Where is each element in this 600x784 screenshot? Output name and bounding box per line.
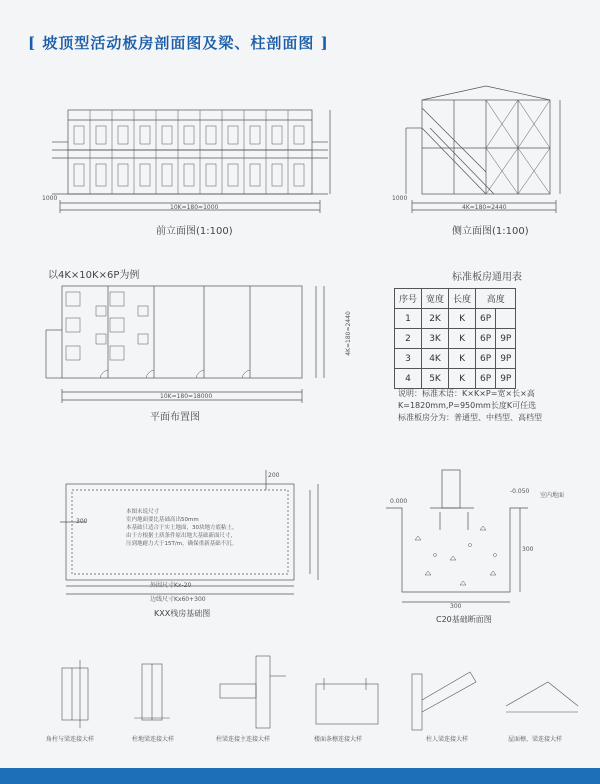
plan-caption: 平面布置图 (150, 412, 200, 423)
table-row (395, 329, 516, 349)
foundation-note-line: 室内地面要比基础高出50mm (126, 517, 199, 523)
note-line: K=1820mm,P=950mm长度K可任选 (398, 401, 537, 410)
table-row (395, 349, 516, 369)
plan-example-label: 以4K×10K×6P为例 (48, 270, 140, 281)
table-cell: 6P (476, 309, 496, 329)
foundation-note-line: 压到地耐力大于15T/m，确保重新基础不沉。 (126, 541, 238, 547)
table-cell: 1 (395, 309, 422, 329)
footer-bar (0, 768, 600, 784)
table-cell: K (449, 349, 476, 369)
c20-dim-width: 300 (450, 603, 462, 610)
table-cell: 4K (422, 349, 449, 369)
table-cell: K (449, 309, 476, 329)
detail-caption: 柱梁连接主连接大样 (216, 736, 271, 743)
side-elevation-drawing (406, 86, 560, 213)
table-cell: 9P (496, 349, 516, 369)
table-cell: 2 (395, 329, 422, 349)
notes (398, 388, 542, 424)
detail-caption: 柱地梁连接大样 (132, 736, 175, 743)
foundation-note-title: 本图未说尺寸 (126, 509, 160, 515)
table-cell: K (449, 369, 476, 389)
c20-dim-height: 300 (522, 546, 534, 553)
table-cell: 9P (496, 369, 516, 389)
front-elevation-caption: 前立面图(1:100) (156, 226, 233, 237)
foundation-notes (126, 508, 238, 548)
table-cell: 6P (476, 369, 496, 389)
plan-drawing (46, 286, 324, 403)
detail-caption: 柱人梁连接大样 (426, 736, 469, 743)
foundation-note-line: 由于方根据土质条件原出地大基础新面尺寸， (126, 533, 237, 539)
table-cell: 6P (476, 349, 496, 369)
table-cell: 9P (496, 329, 516, 349)
note-line: 标准板房分为：普通型、中档型、高档型 (398, 413, 542, 422)
table-cell: 3 (395, 349, 422, 369)
table-header: 长度 (449, 289, 476, 309)
foundation-dim-left: 300 (76, 518, 88, 525)
front-dim-total: 10K=180=1000 (170, 204, 219, 211)
detail-caption: 角柱与梁连接大样 (46, 736, 95, 743)
side-dim-left: 1000 (392, 195, 408, 202)
foundation-caption: KXX栈房基础图 (154, 609, 211, 618)
table-row (395, 369, 516, 389)
side-dim-total: 4K=180=2440 (462, 204, 507, 211)
table-row (395, 309, 516, 329)
detail-caption: 楼面条檩连接大样 (314, 736, 363, 743)
side-elevation-caption: 侧立面图(1:100) (452, 226, 529, 237)
table-header: 序号 (395, 289, 422, 309)
c20-level-right: -0.050 (510, 488, 530, 495)
table-cell: K (449, 329, 476, 349)
table-cell (496, 309, 516, 329)
table-header: 宽度 (422, 289, 449, 309)
table-header-row (395, 289, 516, 309)
plan-dim-total: 10K=180=18000 (160, 393, 213, 400)
foundation-dim-inner: 外围尺寸Kx-20 (150, 582, 192, 589)
c20-indoor-label: 室内地面 (540, 492, 565, 499)
front-dim-left: 1000 (42, 195, 58, 202)
table-header: 高度 (476, 289, 516, 309)
plan-dim-side: 4K=180=2440 (344, 311, 352, 356)
table-cell: 2K (422, 309, 449, 329)
table-cell: 3K (422, 329, 449, 349)
table-cell: 4 (395, 369, 422, 389)
front-elevation-drawing (52, 110, 330, 213)
table-title: 标准板房通用表 (452, 272, 522, 283)
table-cell: 5K (422, 369, 449, 389)
foundation-note-line: 本基础只适合于实土地面，30块地方底粘土， (126, 525, 238, 531)
c20-caption: C20基础断面图 (436, 615, 492, 624)
standard-table (394, 288, 516, 389)
note-line: 说明：标准术语：K×K×P=宽×长×高 (398, 389, 535, 398)
c20-level-left: 0.000 (390, 498, 408, 505)
foundation-dim-top: 200 (268, 472, 280, 479)
page-title: [ 坡顶型活动板房剖面图及梁、柱剖面图 ] (28, 34, 329, 52)
detail-caption: 屋面檩、梁连接大样 (508, 736, 563, 743)
details-drawing (62, 656, 578, 730)
foundation-dim-outer: 边线尺寸Kx60+300 (150, 596, 206, 603)
table-cell: 6P (476, 329, 496, 349)
c20-section-drawing (386, 470, 528, 602)
